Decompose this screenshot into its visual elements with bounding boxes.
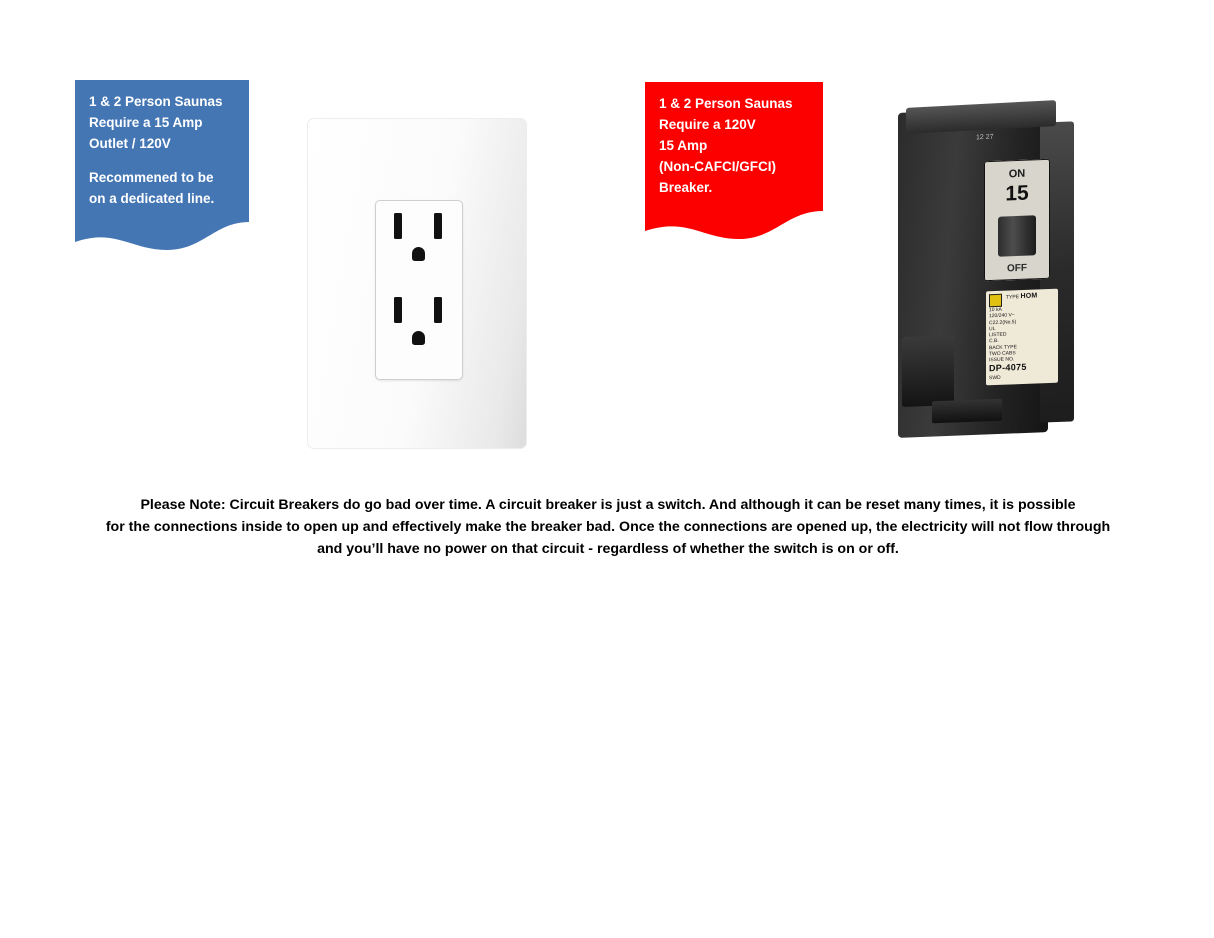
breaker-cert-2: LISTED bbox=[989, 331, 1007, 339]
breaker-type-label: TYPE bbox=[1006, 294, 1020, 301]
hot-slot-icon bbox=[434, 297, 442, 323]
breaker-toggle-handle[interactable] bbox=[998, 215, 1036, 256]
callout-blue-spacer bbox=[89, 155, 235, 168]
breaker-rating-label bbox=[986, 289, 1058, 386]
callout-blue-line-2: Require a 15 Amp bbox=[89, 114, 203, 130]
breaker-switch-window bbox=[984, 159, 1050, 282]
note-line-2: for the connections inside to open up and effectively make the breaker bad. Once the connections are opened up, the electricity will not flow through bbox=[105, 519, 1111, 535]
callout-red bbox=[645, 82, 823, 241]
breaker-swd: SWD bbox=[989, 374, 1001, 381]
breaker-backwire: BACK TYPE bbox=[989, 343, 1017, 351]
neutral-slot-icon bbox=[394, 297, 402, 323]
callout-blue-line-1: 1 & 2 Person Saunas bbox=[89, 94, 223, 109]
breaker-interrupt-rating: 10 kA bbox=[989, 306, 1002, 314]
note-line-3: and you’ll have no power on that circuit - regardless of whether the switch is on or off. bbox=[317, 541, 899, 557]
breaker-brand: HOM bbox=[1020, 292, 1038, 301]
callout-red-line-1: 1 & 2 Person Saunas bbox=[659, 96, 793, 111]
note-line-1: Please Note: Circuit Breakers do go bad over time. A circuit breaker is just a switch. And although it can be reset many times, it is possible bbox=[140, 497, 1076, 513]
hot-slot-icon bbox=[434, 213, 442, 239]
callout-red-tail-shape bbox=[645, 205, 823, 241]
please-note-text bbox=[96, 494, 1120, 560]
outlet-image bbox=[307, 118, 527, 449]
callout-red-line-5: Breaker. bbox=[659, 179, 713, 195]
breaker-ul-mark: UL bbox=[989, 325, 996, 333]
breaker-on-label: ON bbox=[1008, 167, 1026, 181]
callout-blue-line-5: Recommened to be bbox=[89, 169, 214, 185]
breaker-voltage: 120/240 V~ bbox=[989, 312, 1015, 320]
neutral-slot-icon bbox=[394, 213, 402, 239]
callout-blue-line-6: on a dedicated line. bbox=[89, 190, 215, 206]
breaker-amp-rating: 15 bbox=[1005, 181, 1029, 206]
callout-blue-line-3: Outlet / 120V bbox=[89, 135, 171, 151]
callout-blue-tail-shape bbox=[75, 216, 249, 252]
breaker-cert-1: C22.2(No.5) bbox=[989, 318, 1017, 326]
callout-red-body bbox=[645, 82, 823, 205]
callout-red-line-2: Require a 120V bbox=[659, 116, 756, 132]
breaker-issue-no-label: ISSUE NO. bbox=[989, 356, 1015, 364]
breaker-cert-3: C.B. bbox=[989, 338, 999, 345]
callout-blue-body bbox=[75, 80, 249, 216]
receptacle bbox=[375, 200, 463, 380]
square-d-logo-icon bbox=[989, 294, 1002, 307]
callout-blue bbox=[75, 80, 249, 252]
callout-red-line-4: (Non-CAFCI/GFCI) bbox=[659, 158, 776, 174]
callout-red-line-3: 15 Amp bbox=[659, 137, 708, 153]
circuit-breaker-image bbox=[880, 100, 1090, 445]
breaker-off-label: OFF bbox=[1007, 262, 1027, 275]
breaker-wire-note: TWO CABS bbox=[989, 349, 1016, 358]
breaker-lug-terminal bbox=[902, 335, 954, 407]
wall-plate bbox=[307, 118, 527, 449]
ground-slot-icon bbox=[412, 247, 425, 261]
breaker-issue-no: DP-4075 bbox=[989, 362, 1027, 374]
breaker-mounting-tab bbox=[932, 399, 1002, 424]
breaker-top-code: 12 27 bbox=[976, 133, 994, 142]
ground-slot-icon bbox=[412, 331, 425, 345]
breaker-brand-block bbox=[1006, 292, 1037, 302]
